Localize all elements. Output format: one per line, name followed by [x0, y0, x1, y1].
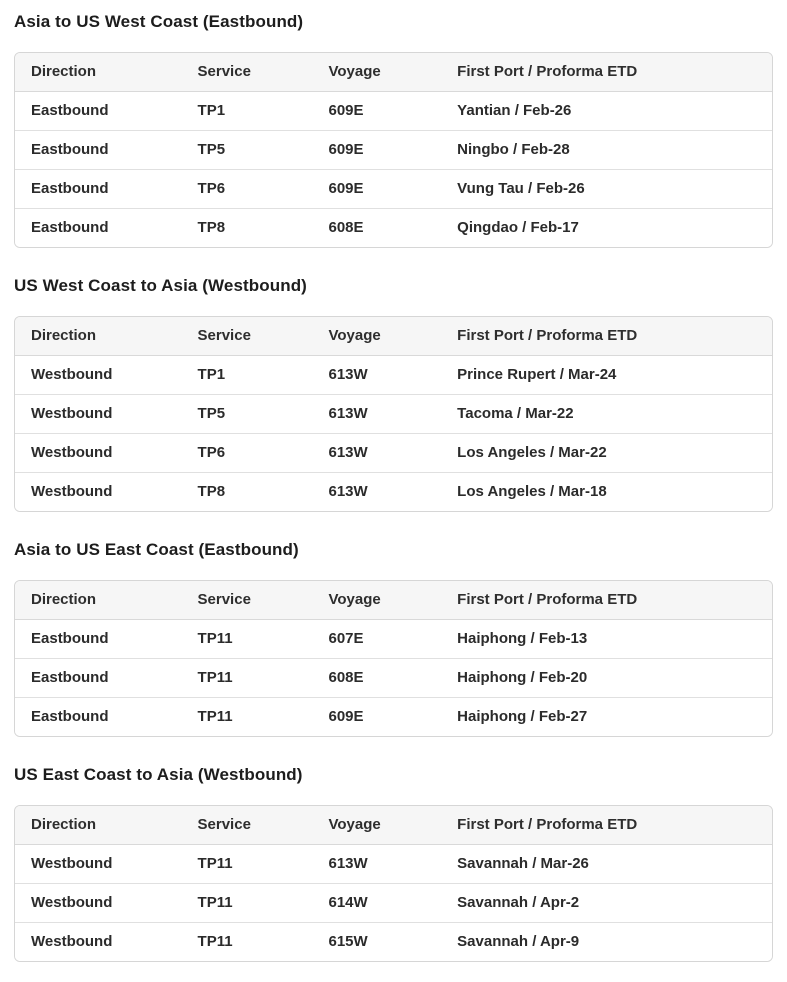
cell-service: TP6 — [182, 170, 313, 209]
schedule-table — [14, 52, 773, 248]
cell-first-port-etd: Tacoma / Mar-22 — [441, 395, 772, 434]
cell-voyage: 614W — [312, 884, 441, 923]
cell-direction: Eastbound — [15, 698, 182, 736]
table-row — [15, 395, 772, 434]
table-row — [15, 884, 772, 923]
cell-service: TP11 — [182, 698, 313, 736]
section-title: Asia to US West Coast (Eastbound) — [14, 12, 304, 31]
cell-first-port-etd: Prince Rupert / Mar-24 — [441, 356, 772, 395]
column-header-first-port-etd: First Port / Proforma ETD — [441, 581, 772, 620]
table-row — [15, 845, 772, 884]
cell-voyage: 609E — [312, 170, 441, 209]
cell-voyage: 609E — [312, 131, 441, 170]
schedule-table — [14, 580, 773, 737]
table-row — [15, 170, 772, 209]
cell-first-port-etd: Los Angeles / Mar-18 — [441, 473, 772, 511]
cell-voyage: 609E — [312, 698, 441, 736]
cell-first-port-etd: Ningbo / Feb-28 — [441, 131, 772, 170]
section-title: US West Coast to Asia (Westbound) — [14, 276, 307, 295]
column-header-first-port-etd: First Port / Proforma ETD — [441, 53, 772, 92]
cell-first-port-etd: Qingdao / Feb-17 — [441, 209, 772, 247]
cell-first-port-etd: Haiphong / Feb-27 — [441, 698, 772, 736]
table-row — [15, 356, 772, 395]
cell-service: TP5 — [182, 395, 313, 434]
schedule-table — [14, 316, 773, 512]
schedule-section — [14, 539, 773, 737]
section-title: US East Coast to Asia (Westbound) — [14, 765, 303, 784]
table-row — [15, 659, 772, 698]
cell-voyage: 608E — [312, 209, 441, 247]
cell-direction: Eastbound — [15, 92, 182, 131]
cell-direction: Westbound — [15, 473, 182, 511]
cell-first-port-etd: Savannah / Apr-9 — [441, 923, 772, 961]
cell-direction: Westbound — [15, 356, 182, 395]
column-header-direction: Direction — [15, 806, 182, 845]
cell-first-port-etd: Savannah / Apr-2 — [441, 884, 772, 923]
cell-service: TP11 — [182, 620, 313, 659]
schedule-section — [14, 275, 773, 512]
cell-service: TP11 — [182, 923, 313, 961]
table-row — [15, 923, 772, 961]
cell-voyage: 613W — [312, 434, 441, 473]
section-title: Asia to US East Coast (Eastbound) — [14, 540, 299, 559]
cell-direction: Eastbound — [15, 170, 182, 209]
cell-first-port-etd: Savannah / Mar-26 — [441, 845, 772, 884]
column-header-voyage: Voyage — [312, 581, 441, 620]
column-header-service: Service — [182, 53, 313, 92]
cell-voyage: 613W — [312, 473, 441, 511]
column-header-voyage: Voyage — [312, 806, 441, 845]
cell-voyage: 607E — [312, 620, 441, 659]
cell-service: TP1 — [182, 356, 313, 395]
cell-direction: Westbound — [15, 923, 182, 961]
cell-direction: Westbound — [15, 434, 182, 473]
cell-voyage: 615W — [312, 923, 441, 961]
cell-voyage: 613W — [312, 356, 441, 395]
table-row — [15, 92, 772, 131]
cell-service: TP8 — [182, 209, 313, 247]
column-header-service: Service — [182, 581, 313, 620]
table-row — [15, 131, 772, 170]
cell-direction: Westbound — [15, 884, 182, 923]
cell-voyage: 608E — [312, 659, 441, 698]
cell-direction: Eastbound — [15, 620, 182, 659]
table-row — [15, 209, 772, 247]
cell-service: TP11 — [182, 884, 313, 923]
table-row — [15, 620, 772, 659]
cell-first-port-etd: Vung Tau / Feb-26 — [441, 170, 772, 209]
cell-first-port-etd: Haiphong / Feb-13 — [441, 620, 772, 659]
table-row — [15, 698, 772, 736]
cell-direction: Westbound — [15, 395, 182, 434]
column-header-voyage: Voyage — [312, 317, 441, 356]
table-row — [15, 473, 772, 511]
table-header-row — [15, 806, 772, 845]
table-header-row — [15, 53, 772, 92]
cell-voyage: 609E — [312, 92, 441, 131]
column-header-direction: Direction — [15, 581, 182, 620]
cell-service: TP8 — [182, 473, 313, 511]
column-header-voyage: Voyage — [312, 53, 441, 92]
cell-voyage: 613W — [312, 845, 441, 884]
cell-service: TP6 — [182, 434, 313, 473]
cell-service: TP1 — [182, 92, 313, 131]
table-row — [15, 434, 772, 473]
column-header-direction: Direction — [15, 317, 182, 356]
cell-service: TP11 — [182, 845, 313, 884]
column-header-service: Service — [182, 806, 313, 845]
cell-direction: Eastbound — [15, 131, 182, 170]
column-header-direction: Direction — [15, 53, 182, 92]
schedule-section — [14, 11, 773, 248]
table-header-row — [15, 581, 772, 620]
cell-first-port-etd: Haiphong / Feb-20 — [441, 659, 772, 698]
cell-direction: Eastbound — [15, 659, 182, 698]
column-header-first-port-etd: First Port / Proforma ETD — [441, 806, 772, 845]
cell-first-port-etd: Yantian / Feb-26 — [441, 92, 772, 131]
schedule-table — [14, 805, 773, 962]
column-header-service: Service — [182, 317, 313, 356]
cell-voyage: 613W — [312, 395, 441, 434]
schedule-section — [14, 764, 773, 962]
cell-service: TP5 — [182, 131, 313, 170]
cell-service: TP11 — [182, 659, 313, 698]
cell-direction: Westbound — [15, 845, 182, 884]
cell-direction: Eastbound — [15, 209, 182, 247]
column-header-first-port-etd: First Port / Proforma ETD — [441, 317, 772, 356]
cell-first-port-etd: Los Angeles / Mar-22 — [441, 434, 772, 473]
table-header-row — [15, 317, 772, 356]
